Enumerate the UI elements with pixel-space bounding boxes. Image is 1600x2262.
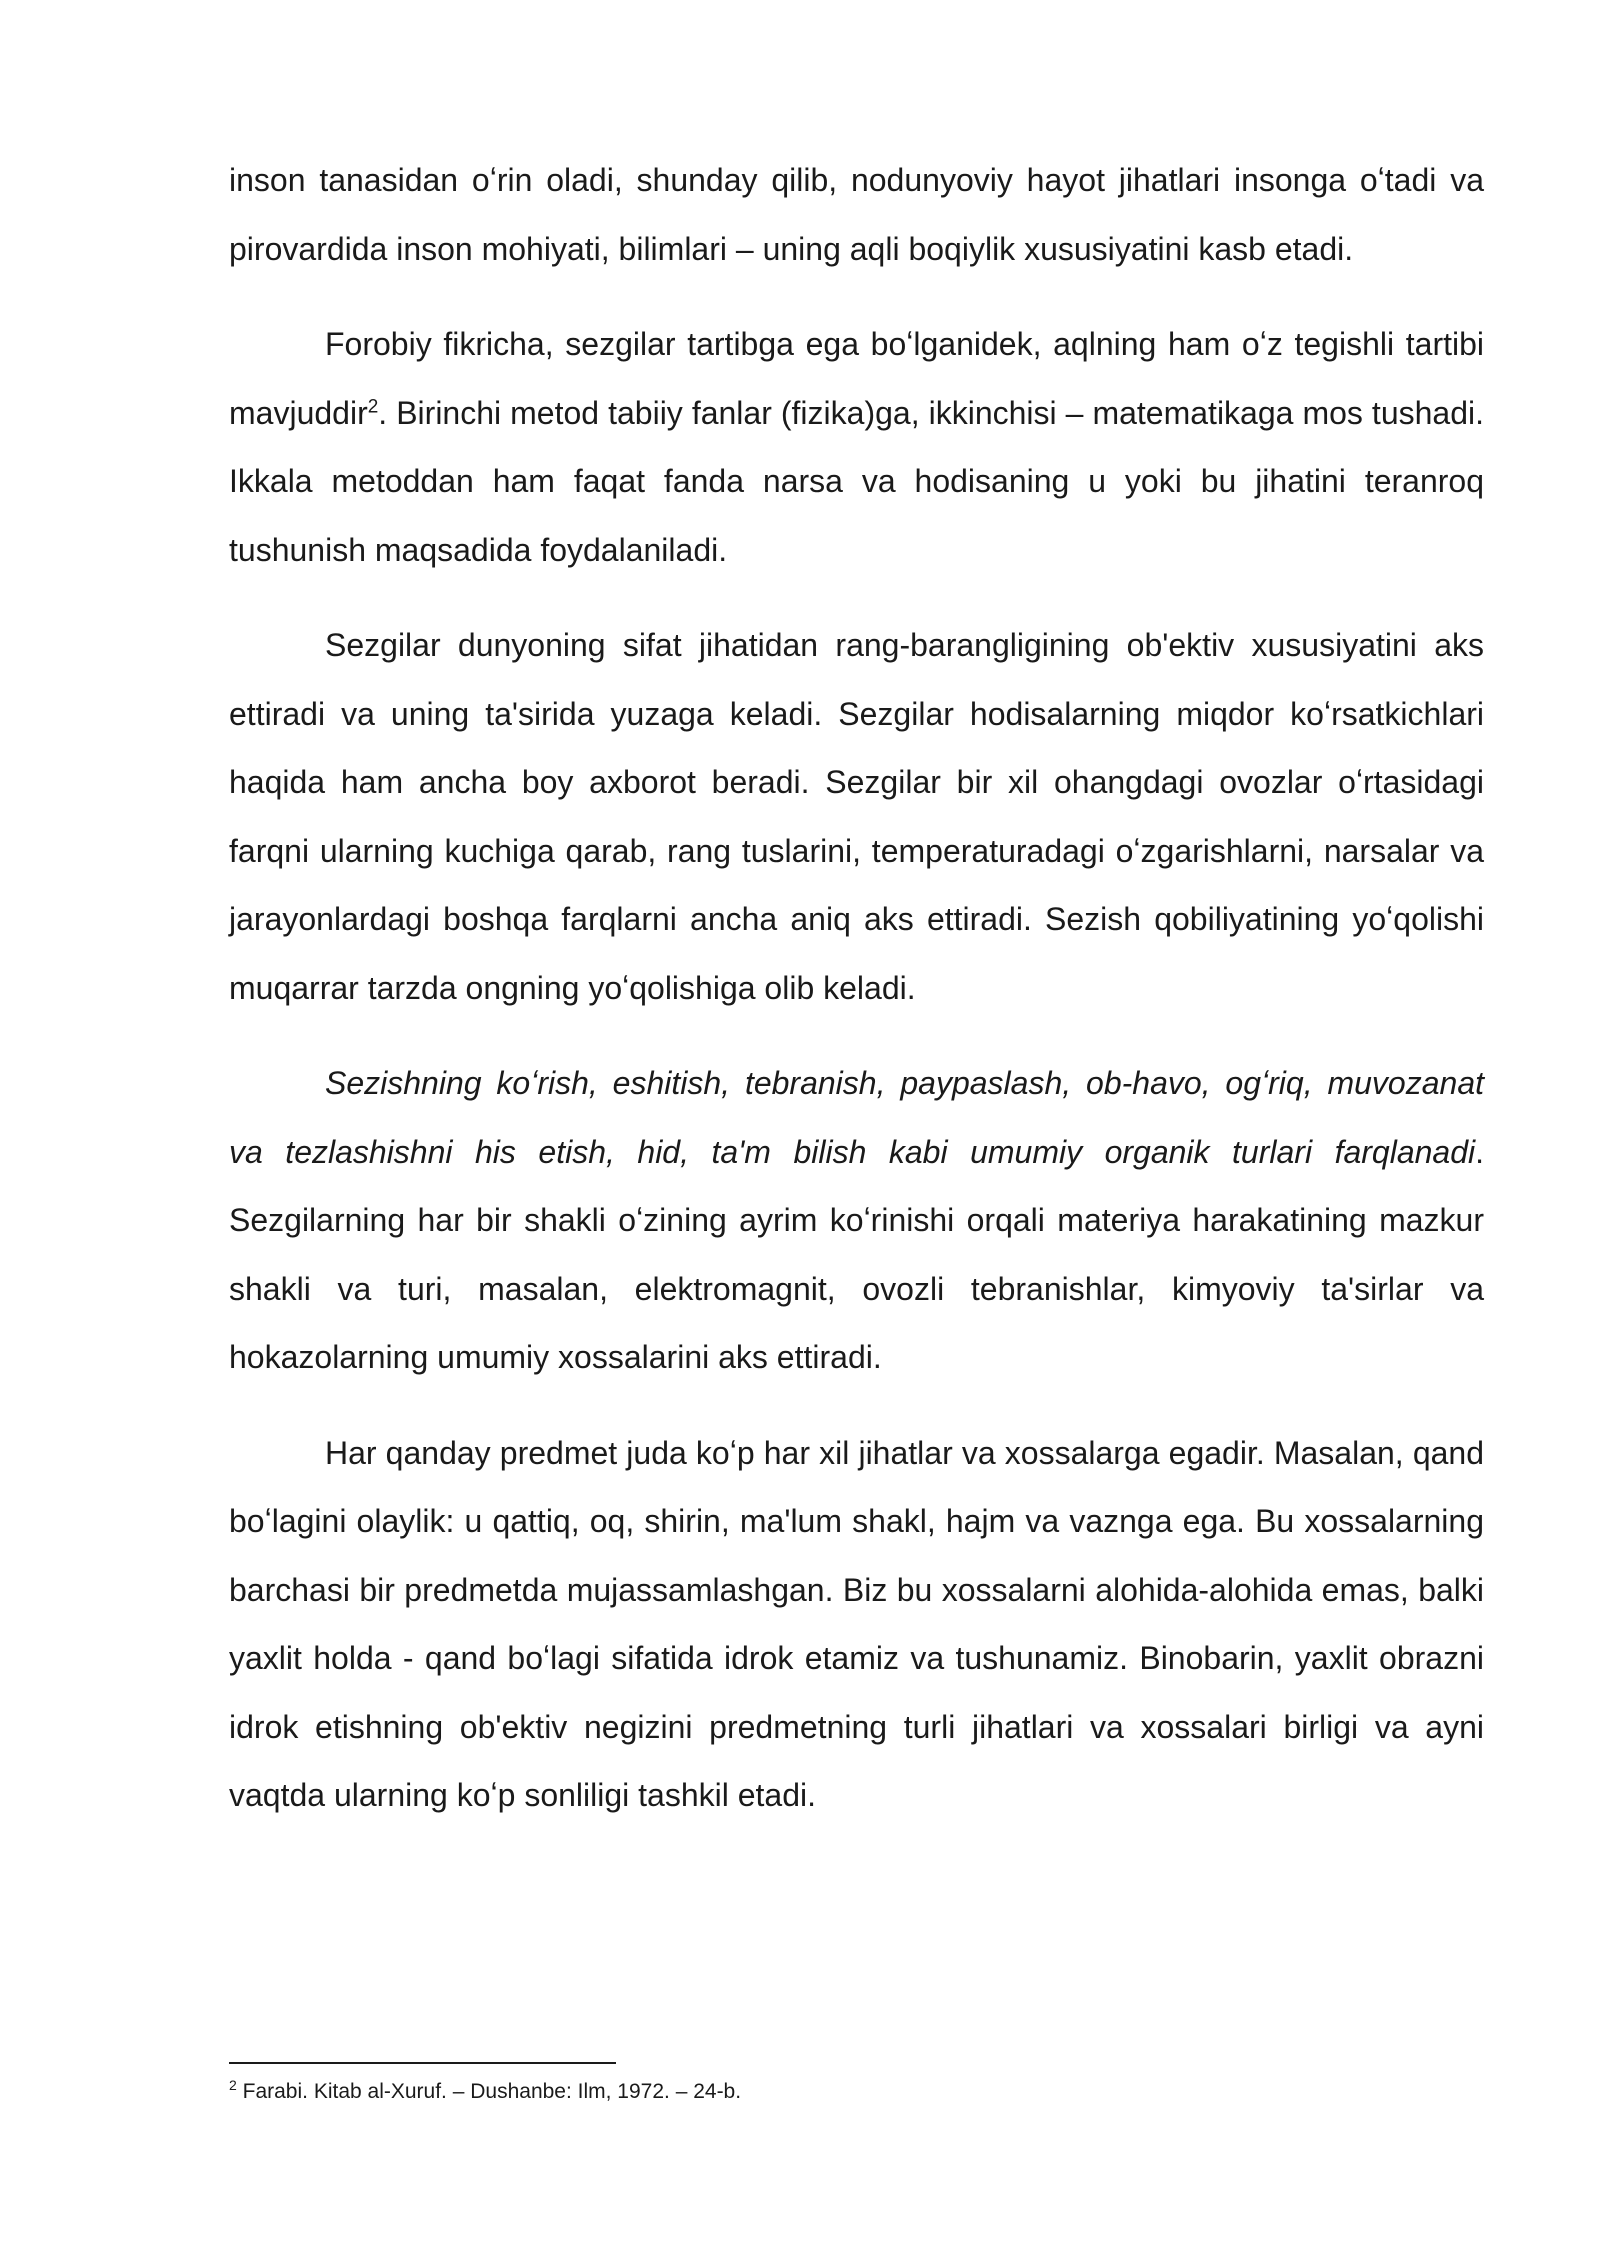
paragraph-1: [229, 146, 1484, 283]
footnote-number: 2: [229, 2077, 237, 2093]
paragraph-4: [229, 1049, 1484, 1392]
body-text: [229, 146, 1484, 1857]
paragraph-3-text: Sezgilar dunyoning sifat jihatidan rang-barangligining ob'ektiv xususiyatini aks ettiradi va uning ta'sirida yuzaga keladi. Sezgilar hodisalarning miqdor koʻrsatkichlari haqida ham ancha boy axborot beradi. Sezgilar bir xil ohangdagi ovozlar oʻrtasidagi farqni ularning kuchiga qarab, rang tuslarini, temperaturadagi oʻzgarishlarni, narsalar va jarayonlardagi boshqa farqlarni ancha aniq aks ettiradi. Sezish qobiliyatining yoʻqolishi muqarrar tarzda ongning yoʻqolishiga olib keladi.: [229, 627, 1484, 1006]
footnote-reference[interactable]: 2: [367, 395, 379, 417]
paragraph-2-text-start: Forobiy fikricha, sezgilar tartibga ega boʻlganidek, aqlning ham oʻz tegishli tartibi mavjuddir: [229, 326, 1484, 431]
paragraph-2: [229, 310, 1484, 584]
paragraph-4-italic-text: Sezishning koʻrish, eshitish, tebranish, paypaslash, ob-havo, ogʻriq, muvozanat va tezlashishni his etish, hid, ta'm bilish kabi umumiy organik turlari farqlanadi: [229, 1065, 1484, 1170]
paragraph-5: [229, 1419, 1484, 1830]
footnote: [229, 2077, 1484, 2107]
footnote-separator: [229, 2062, 616, 2064]
footnote-text: Farabi. Kitab al-Xuruf. – Dushanbe: Ilm, 1972. – 24-b.: [236, 2080, 742, 2103]
paragraph-3: [229, 611, 1484, 1022]
paragraph-4-text: . Sezgilarning har bir shakli oʻzining ayrim koʻrinishi orqali materiya harakatining mazkur shakli va turi, masalan, elektromagnit, ovozli tebranishlar, kimyoviy ta'sirlar va hokazolarning umumiy xossalarini aks ettiradi.: [229, 1133, 1484, 1375]
paragraph-5-text: Har qanday predmet juda koʻp har xil jihatlar va xossalarga egadir. Masalan, qand boʻlagini olaylik: u qattiq, oq, shirin, ma'lum shakl, hajm va vaznga ega. Bu xossalarning barchasi bir predmetda mujassamlashgan. Biz bu xossalarni alohida-alohida emas, balki yaxlit holda - qand boʻlagi sifatida idrok etamiz va tushunamiz. Binobarin, yaxlit obrazni idrok etishning ob'ektiv negizini predmetning turli jihatlari va xossalari birligi va ayni vaqtda ularning koʻp sonliligi tashkil etadi.: [229, 1434, 1484, 1813]
paragraph-2-text-end: . Birinchi metod tabiiy fanlar (fizika)ga, ikkinchisi – matematikaga mos tushadi. Ikkala metoddan ham faqat fanda narsa va hodisaning u yoki bu jihatini teranroq tushunish maqsadida foydalaniladi.: [229, 394, 1484, 568]
paragraph-1-text: inson tanasidan oʻrin oladi, shunday qilib, nodunyoviy hayot jihatlari insonga oʻtadi va pirovardida inson mohiyati, bilimlari – uning aqli boqiylik xususiyatini kasb etadi.: [229, 162, 1484, 267]
